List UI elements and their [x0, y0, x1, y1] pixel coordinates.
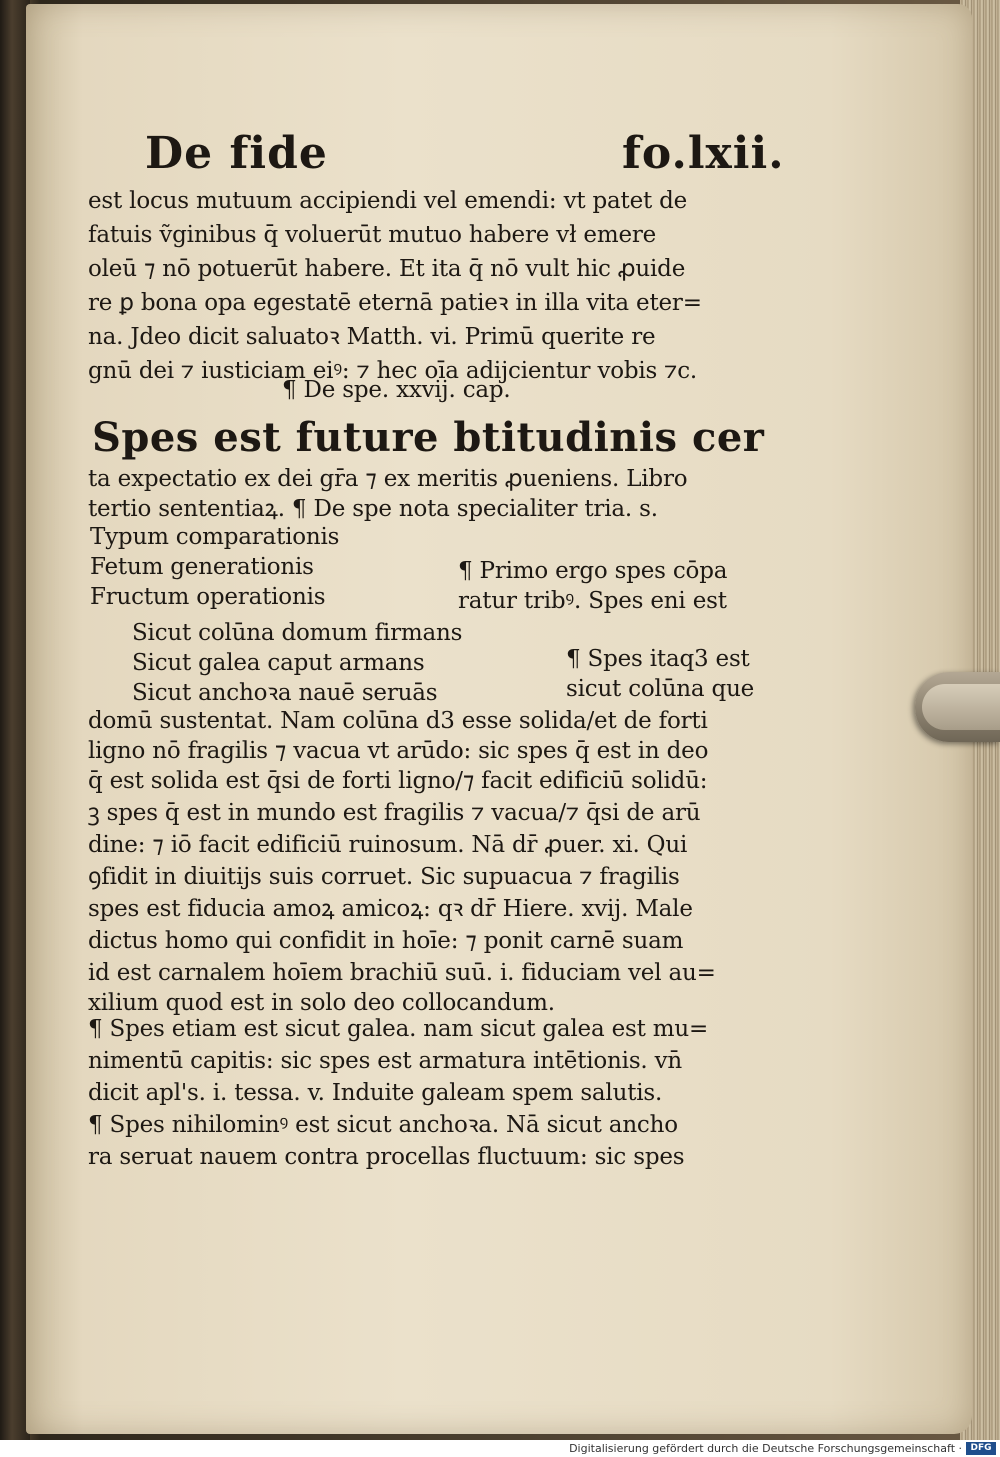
text-line: ligno nō fragilis ⁊ vacua vt arūdo: sic spes q̄ est in deo	[88, 738, 709, 764]
footer-bar	[0, 1440, 1000, 1457]
text-line: ꝫ spes q̄ est in mundo est fragilis ⁊ vacua/⁊ q̄si de arū	[88, 800, 701, 826]
text-line: dicit apl's. i. tessa. v. Induite galeam spem salutis.	[88, 1080, 663, 1106]
text-line: gnū dei ⁊ iusticiam eiꝰ: ⁊ hec oīa adijcientur vobis ⁊c.	[88, 358, 698, 384]
text-line: est locus mutuum accipiendi vel emendi: vt patet de	[88, 188, 688, 214]
text-line: dine: ⁊ iō facit edificiū ruinosum. Nā dr̄ ꝓuer. xi. Qui	[88, 832, 688, 858]
sicut-line: Sicut colūna domum firmans	[132, 620, 463, 646]
list-item: Fructum operationis	[90, 584, 326, 610]
text-line: na. Jdeo dicit saluatoꝛ Matth. vi. Primū querite re	[88, 324, 656, 350]
text-line: re ꝑ bona opa egestatē eternā patieꝛ in illa vita eter=	[88, 290, 702, 316]
text-line: xilium quod est in solo deo collocandum.	[88, 990, 555, 1016]
text-line: id est carnalem hoīem brachiū suū. i. fiduciam vel au=	[88, 960, 716, 986]
text-line: ¶ Spes nihilominꝰ est sicut anchoꝛa. Nā sicut ancho	[88, 1112, 678, 1138]
section-initial-heading: Spes est future btitudinis cer	[92, 414, 765, 461]
side-text-line: sicut colūna que	[566, 676, 755, 702]
header-left: De fide	[145, 128, 328, 179]
sicut-line: Sicut galea caput armans	[132, 650, 425, 676]
text-line: ꝯfidit in diuitijs suis corruet. Sic supuacua ⁊ fragilis	[88, 864, 680, 890]
list-item: Fetum generationis	[90, 554, 314, 580]
text-line: ¶ Spes etiam est sicut galea. nam sicut galea est mu=	[88, 1016, 709, 1042]
footer-credit: Digitalisierung gefördert durch die Deutsche Forschungsgemeinschaft ·	[569, 1442, 962, 1455]
text-line: q̄ est solida est q̄si de forti ligno/⁊ facit edificiū solidū:	[88, 768, 708, 794]
text-line: ta expectatio ex dei gr̄a ⁊ ex meritis ꝓueniens. Libro	[88, 466, 688, 492]
sicut-line: Sicut anchoꝛa nauē seruās	[132, 680, 438, 706]
side-text-line: ¶ Spes itaq3 est	[566, 646, 750, 672]
text-line: spes est fiducia amoꝝ amicoꝝ: qꝛ dr̄ Hiere. xvij. Male	[88, 896, 693, 922]
text-line: tertio sententiaꝝ. ¶ De spe nota specialiter tria. s.	[88, 496, 658, 522]
side-text-line: ¶ Primo ergo spes cōpa	[458, 558, 728, 584]
header-right-folio: fo.lxii.	[622, 128, 785, 179]
chapter-heading: ¶ De spe. xxvij. cap.	[282, 377, 511, 403]
text-line: oleū ⁊ nō potuerūt habere. Et ita q̄ nō vult hic ꝓuide	[88, 256, 686, 282]
text-line: dictus homo qui confidit in hoīe: ⁊ ponit carnē suam	[88, 928, 684, 954]
side-text-line: ratur tribꝰ. Spes eni est	[458, 588, 727, 614]
text-line: ra seruat nauem contra procellas fluctuum: sic spes	[88, 1144, 685, 1170]
text-line: domū sustentat. Nam colūna d3 esse solida/et de forti	[88, 708, 708, 734]
list-item: Typum comparationis	[90, 524, 340, 550]
dfg-logo: DFG	[966, 1442, 996, 1455]
text-line: fatuis ṽginibus q̄ voluerūt mutuo habere vł emere	[88, 222, 657, 248]
text-line: nimentū capitis: sic spes est armatura intētionis. vn̄	[88, 1048, 683, 1074]
